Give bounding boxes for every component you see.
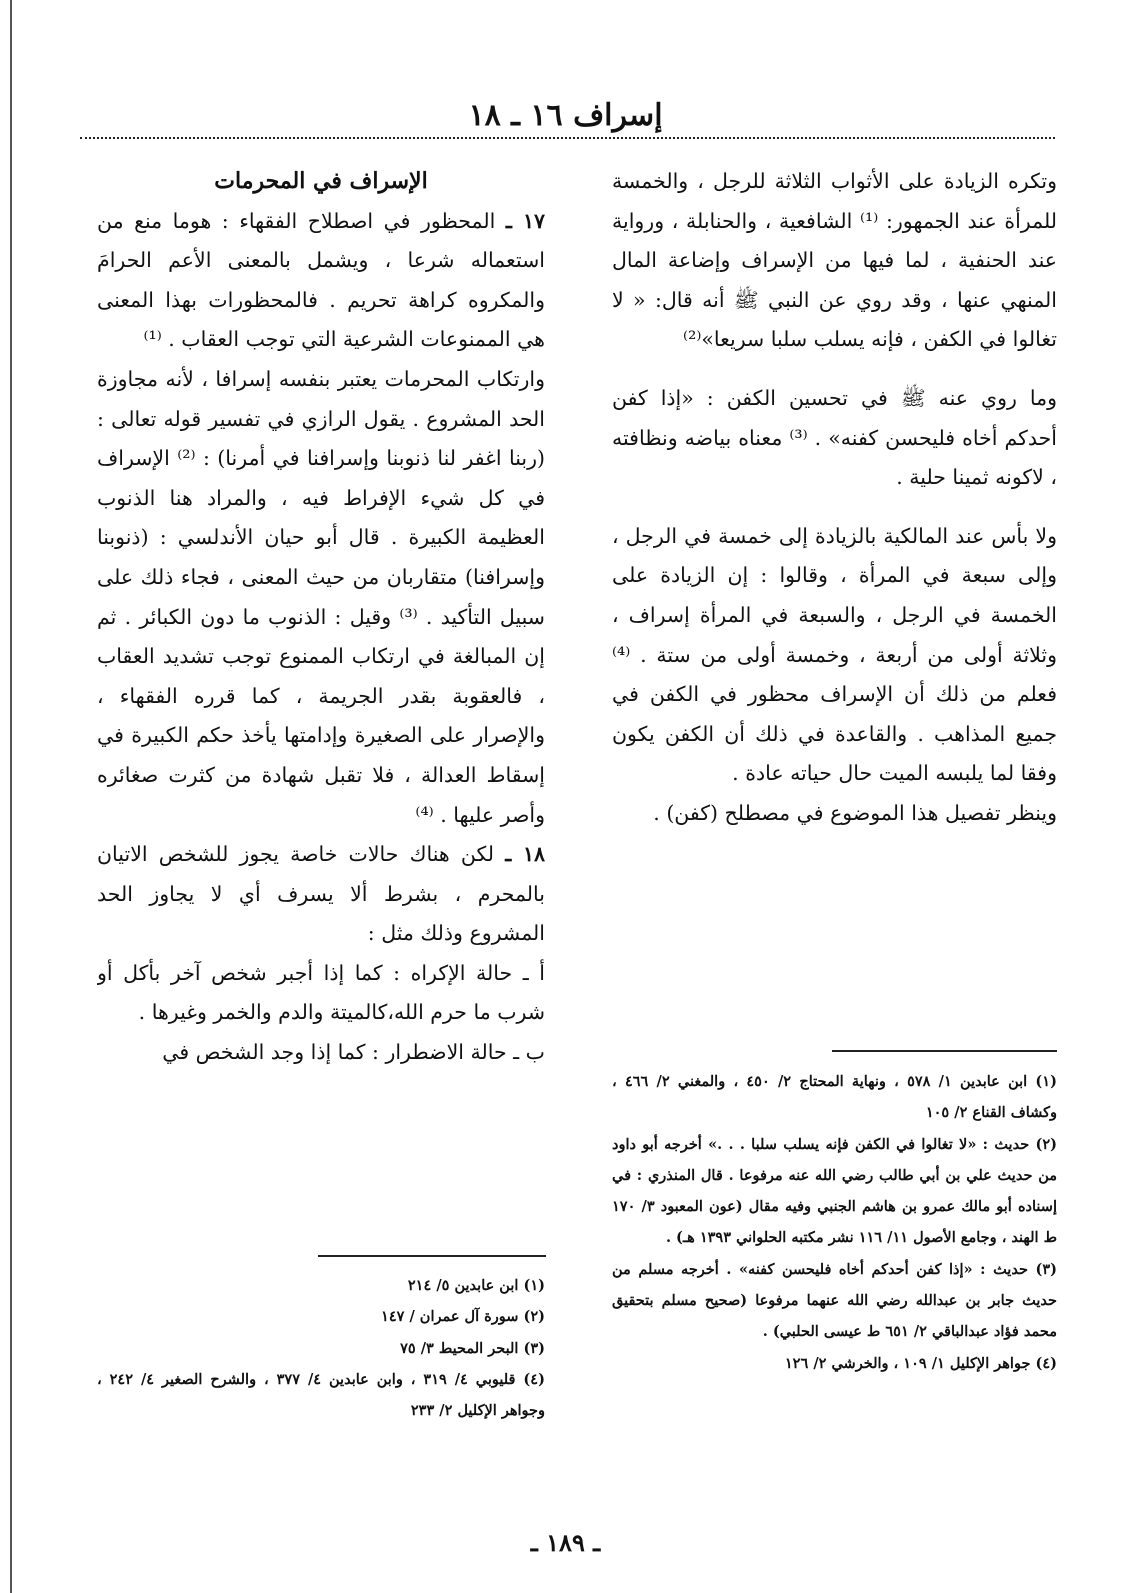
right-footnote-2: (٢) حديث : «لا تغالوا في الكفن فإنه يسلب سلبا . . .» أخرجه أبو داود من حديث علي بن أبي طالب رضي الله عنه مرفوعا . قال المنذري : في إسناده أبو مالك عمرو بن هاشم الجنبي وفيه مقال (عون المعبود ٣/ ١٧٠ ط الهند ، وجامع الأصول ١١/ ١١٦ نشر مكتبه الحلواني ١٣٩٣ هـ) . <box>612 1135 1057 1247</box>
list-item-a: أ ـ حالة الإكراه : كما إذا أجبر شخص آخر بأكل أو شرب ما حرم الله،كالميتة والدم والخمر وغيرها . <box>97 960 545 1025</box>
page-edge-line <box>10 0 12 1593</box>
section-heading: الإسراف في المحرمات <box>214 168 428 194</box>
left-footnote-2: (٢) سورة آل عمران / ١٤٧ <box>381 1308 545 1326</box>
section-17-text: المحظور في اصطلاح الفقهاء : هوما منع من استعماله شرعا ، ويشمل بالمعنى الأعم الحرامَ والمكروه كراهة تحريم . فالمحظورات بهذا المعنى هي الممنوعات الشرعية التي توجب العقاب . ⁽¹⁾ <box>97 208 545 352</box>
left-footnote-1: (١) ابن عابدين ٥/ ٢١٤ <box>407 1277 545 1294</box>
section-18-number: ١٨ ـ <box>505 842 545 867</box>
right-footnote-4: (٤) جواهر الإكليل ١/ ١٠٩ ، والخرشي ٢/ ١٢٦ <box>784 1354 1057 1372</box>
right-paragraph-4: وينظر تفصيل هذا الموضوع في مصطلح (كفن) . <box>653 800 1057 825</box>
section-17 <box>97 202 545 360</box>
right-paragraph-2: وما روي عنه ﷺ في تحسين الكفن : «إذا كفن أحدكم أخاه فليحسن كفنه» . ⁽³⁾ معناه بياضه ونظافته ، لاكونه ثمينا حلية . <box>612 385 1057 490</box>
left-paragraph-2: وارتكاب المحرمات يعتبر بنفسه إسرافا ، لأنه مجاوزة الحد المشروع . يقول الرازي في تفسير قوله تعالى : (ربنا اغفر لنا ذنوبنا وإسرافنا في أمرنا) : ⁽²⁾ الإسراف في كل شيء الإفراط فيه ، والمراد هنا الذنوب العظيمة الكبيرة . قال أبو حيان الأندلسي : (ذنوبنا وإسرافنا) متقاربان من حيث المعنى ، فجاء ذلك على سبيل التأكيد . ⁽³⁾ وقيل : الذنوب ما دون الكبائر . ثم إن المبالغة في ارتكاب الممنوع توجب تشديد العقاب ، فالعقوبة بقدر الجريمة ، كما قرره الفقهاء ، والإصرار على الصغيرة وإدامتها يأخذ حكم الكبيرة في إسقاط العدالة ، فلا تقبل شهادة من كثرت صغائره وأصر عليها . ⁽⁴⁾ <box>97 366 545 827</box>
left-footnote-4: (٤) قليوبي ٤/ ٣١٩ ، وابن عابدين ٤/ ٣٧٧ ، والشرح الصغير ٤/ ٢٤٢ ، وجواهر الإكليل ٢/ ٢٣٣ <box>97 1370 545 1420</box>
page-header: إسراف ١٦ ـ ١٨ <box>468 98 663 133</box>
left-column <box>97 162 545 1222</box>
right-paragraph-3: ولا بأس عند المالكية بالزيادة إلى خمسة في الرجل ، وإلى سبعة في المرأة ، وقالوا : إن الزيادة على الخمسة في الرجل ، والسبعة في المرأة إسراف ، وثلاثة أولى من أربعة ، وخمسة أولى من ستة . ⁽⁴⁾ فعلم من ذلك أن الإسراف محظور في الكفن في جميع المذاهب . والقاعدة في ذلك أن الكفن يكون وفقا لما يلبسه الميت حال حياته عادة . <box>612 523 1057 786</box>
right-column <box>612 162 1057 1042</box>
page-number: ـ ١٨٩ ـ <box>530 1528 601 1557</box>
right-footnote-divider <box>832 1050 1057 1052</box>
section-17-number: ١٧ ـ <box>505 208 545 233</box>
section-18 <box>97 835 545 954</box>
left-footnote-3: (٣) البحر المحيط ٣/ ٧٥ <box>400 1339 545 1357</box>
header-divider <box>80 137 1055 139</box>
list-item-b: ب ـ حالة الاضطرار : كما إذا وجد الشخص في <box>162 1040 545 1065</box>
left-footnote-divider <box>318 1255 546 1257</box>
right-footnotes <box>612 1066 1057 1436</box>
right-paragraph-1: وتكره الزيادة على الأثواب الثلاثة للرجل ، والخمسة للمرأة عند الجمهور: ⁽¹⁾ الشافعية ، والحنابلة ، ورواية عند الحنفية ، لما فيها من الإسراف وإضاعة المال المنهي عنها ، وقد روي عن النبي ﷺ أنه قال: « لا تغالوا في الكفن ، فإنه يسلب سلبا سريعا»⁽²⁾ <box>612 169 1057 352</box>
section-18-text: لكن هناك حالات خاصة يجوز للشخص الاتيان بالمحرم ، بشرط ألا يسرف أي لا يجاوز الحد المشروع وذلك مثل : <box>97 842 545 946</box>
left-footnotes <box>97 1270 545 1450</box>
right-footnote-3: (٣) حديث : «إذا كفن أحدكم أخاه فليحسن كفنه» . أخرجه مسلم من حديث جابر بن عبدالله رضي الله عنهما مرفوعا (صحيح مسلم بتحقيق محمد فؤاد عبدالباقي ٢/ ٦٥١ ط عيسى الحلبي) . <box>612 1260 1057 1341</box>
right-footnote-1: (١) ابن عابدين ١/ ٥٧٨ ، ونهاية المحتاج ٢/ ٤٥٠ ، والمغني ٢/ ٤٦٦ ، وكشاف القناع ٢/ ١٠٥ <box>612 1073 1057 1122</box>
